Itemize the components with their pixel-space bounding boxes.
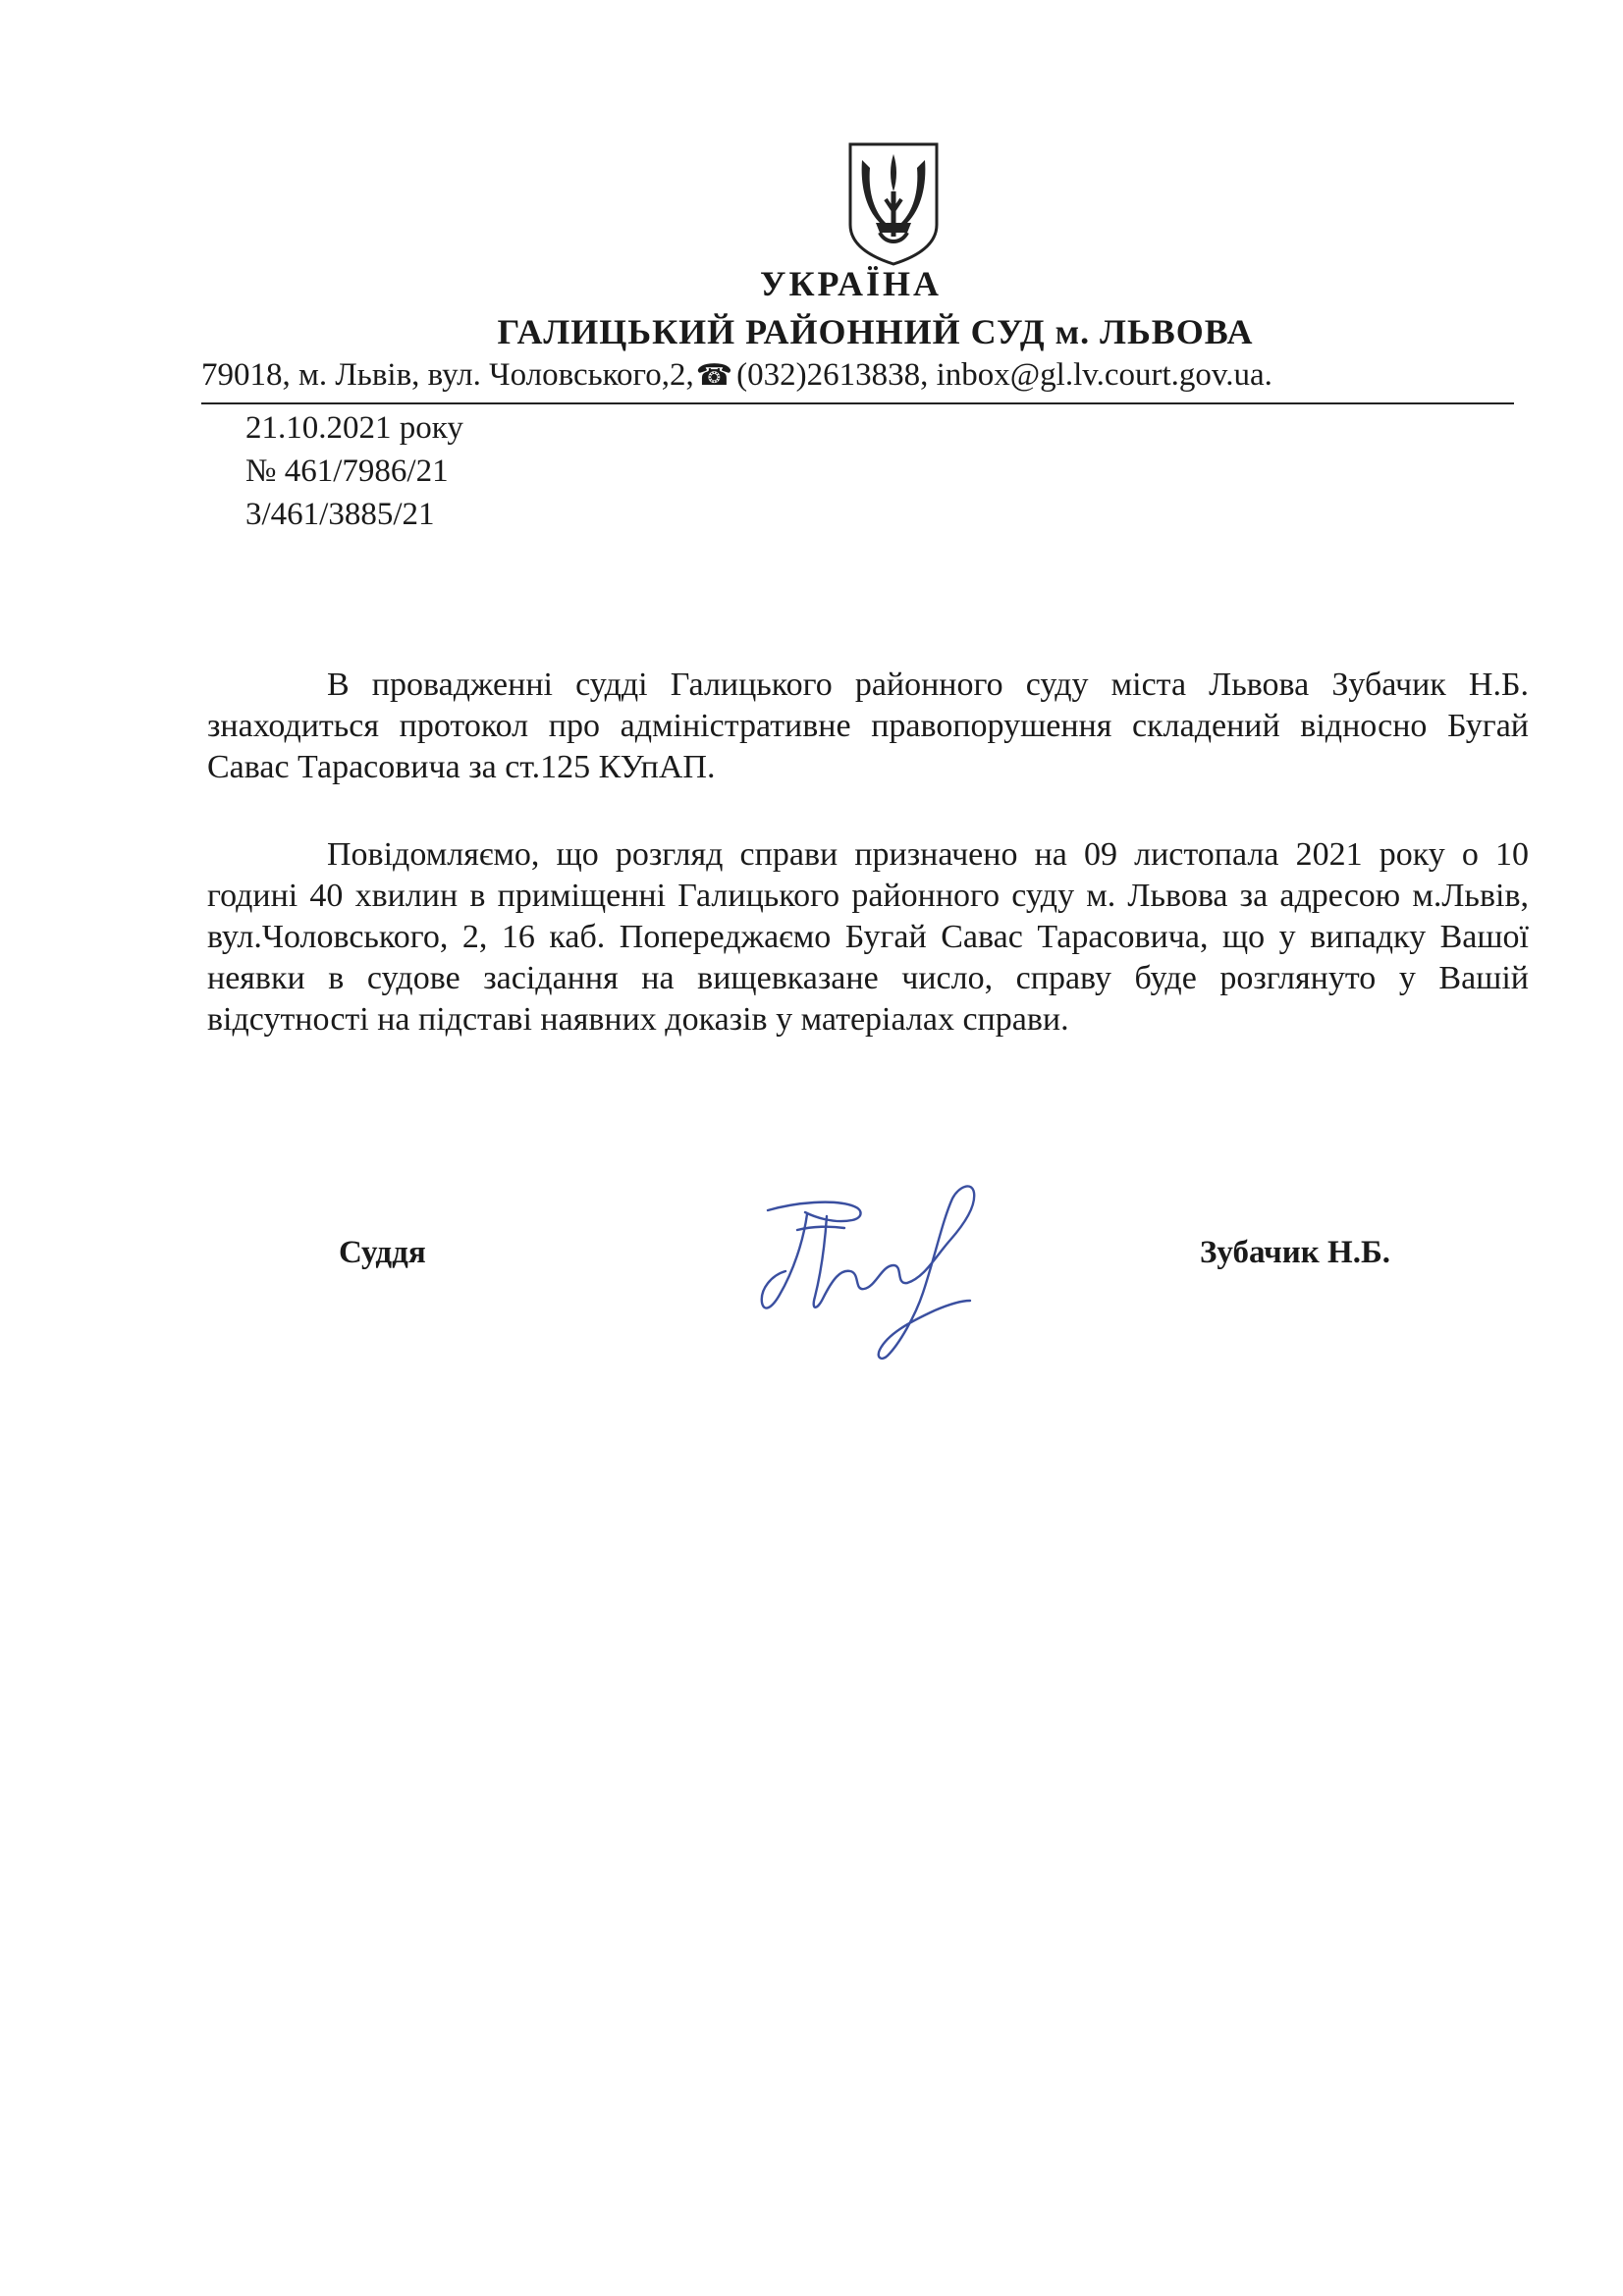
registry-number: 3/461/3885/21 [245,497,435,532]
signer-name: Зубачик Н.Б. [1200,1235,1391,1270]
address-separator: , [920,357,929,393]
header-divider [201,402,1514,404]
court-name: ГАЛИЦЬКИЙ РАЙОННИЙ СУД м. ЛЬВОВА [497,312,1254,351]
phone-number: (032)2613838 [736,357,921,393]
telephone-icon: ☎ [695,359,733,392]
email-address: inbox@gl.lv.court.gov.ua. [936,357,1272,393]
country-title: УКРАЇНА [760,264,942,303]
case-number: № 461/7986/21 [245,454,449,489]
court-address-line [201,357,1514,394]
signer-role: Суддя [339,1235,426,1270]
body-paragraph-2: Повідомляємо, що розгляд справи призначено на 09 листопала 2021 року о 10 годині 40 хвилин в приміщенні Галицького районного суду м. Львова за адресою м.Львів, вул.Чоловського, 2, 16 каб. Попереджаємо Бугай Савас Тарасовича, що у випадку Вашої неявки в судове засідання на вищевказане число, справу буде розглянуто у Вашій відсутності на підставі наявних доказів у матеріалах справи. [207,836,1529,1038]
handwritten-signature [707,1163,1021,1369]
trident-emblem-icon [846,140,941,268]
postal-address: 79018, м. Львів, вул. Чоловського,2, [201,357,694,393]
letter-date: 21.10.2021 року [245,410,463,446]
body-paragraph-1: В провадженні судді Галицького районного суду міста Львова Зубачик Н.Б. знаходиться протокол про адміністративне правопорушення складений відносно Бугай Савас Тарасовича за ст.125 КУпАП. [207,667,1529,785]
